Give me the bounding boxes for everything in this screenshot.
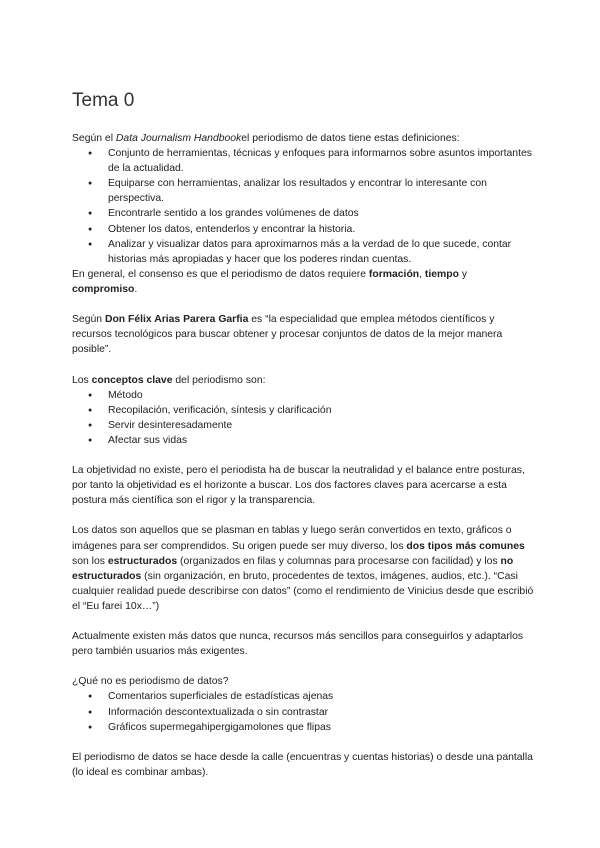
author-name: Don Félix Arias Parera Garfia [104,314,249,326]
list-item: ● Analizar y visualizar datos para aproximarnos más a la verdad de lo que sucede, contar historias más apropiadas y hacer que los poderes rindan cuentas. [72,237,534,267]
list-item: ● Obtener los datos, entenderlos y encontrar la historia. [72,222,534,237]
data-types-text: (organizados en filas y columnas para procesarse con facilidad) y los [177,555,501,567]
intro-suffix: el periodismo de datos tiene estas definiciones: [241,133,460,144]
document-body [72,131,534,780]
definitions-list [72,146,534,267]
list-item: ● Equiparse con herramientas, analizar los resultados y encontrar lo interesante con perspectiva. [72,176,534,206]
bold-estructurados: estructurados [107,555,178,567]
book-title: Data Journalism Handbook [115,133,242,144]
concepts-paragraph [72,373,534,388]
closing-paragraph: El periodismo de datos se hace desde la calle (encuentras y cuentas historias) o desde una pantalla (lo ideal es combinar ambas). [72,751,533,778]
definition-text: es “la especialidad que emplea métodos científicos y recursos tecnológicos para buscar obtener y procesar conjuntos de datos de la mejor manera posible”. [72,314,503,356]
page-title: Tema 0 [72,90,135,111]
separator: y [458,268,468,280]
data-types-text: son los [72,555,108,567]
separator: , [419,268,425,280]
bold-conceptos-clave: conceptos clave [91,374,173,386]
bold-compromiso: compromiso [72,283,135,295]
consensus-text: En general, el consenso es que el periodismo de datos requiere [72,268,369,280]
data-types-paragraph [72,523,534,614]
list-item: ● Afectar sus vidas [72,433,534,448]
period: . [134,283,138,295]
list-item: ● Servir desinteresadamente [72,418,534,433]
definition-prefix: Según [72,314,105,326]
bold-no-estructurados: no estructurados [72,555,514,582]
bold-formacion: formación [368,268,420,280]
concepts-prefix: Los [72,374,92,386]
intro-prefix: Según el [72,133,116,144]
list-item: ● Recopilación, verificación, síntesis y clarificación [72,403,534,418]
bold-tiempo: tiempo [424,268,459,280]
concepts-list [72,388,534,448]
consensus-paragraph [72,267,534,297]
list-item: ● Comentarios superficiales de estadísticas ajenas [72,689,534,704]
bold-dos-tipos: dos tipos más comunes [406,540,525,552]
list-item: ● Encontrarle sentido a los grandes volúmenes de datos [72,206,534,221]
list-item: ● Gráficos supermegahipergigamolones que flipas [72,720,534,735]
concepts-suffix: del periodismo son: [172,374,266,386]
list-item: ● Conjunto de herramientas, técnicas y enfoques para informarnos sobre asuntos importantes de la actualidad. [72,146,534,176]
question-paragraph: ¿Qué no es periodismo de datos? [72,676,229,688]
current-data-paragraph: Actualmente existen más datos que nunca, recursos más sencillos para conseguirlos y adaptarlos pero también usuarios más exigentes. [72,631,524,658]
data-types-text: Los datos son aquellos que se plasman en tablas y luego serán convertidos en texto, gráficos o imágenes para ser comprendidos. Su origen puede ser muy diverso, los [72,525,512,552]
intro-paragraph [72,131,534,146]
data-types-text: (sin organización, en bruto, procedentes de textos, imágenes, audios, etc.). “Casi cualquier realidad puede describirse con datos” (como el rendimiento de Vinicius desde que escribió el “Eu farei 10x…”) [72,570,534,612]
not-data-journalism-list [72,689,534,734]
definition-paragraph [72,312,534,357]
objectivity-paragraph: La objetividad no existe, pero el periodista ha de buscar la neutralidad y el balance entre posturas, por tanto la objetividad es el horizonte a buscar. Los dos factores claves para acercarse a esta postura más científica son el rigor y la transparencia. [72,465,525,507]
list-item: ● Información descontextualizada o sin contrastar [72,705,534,720]
list-item: ● Método [72,388,534,403]
